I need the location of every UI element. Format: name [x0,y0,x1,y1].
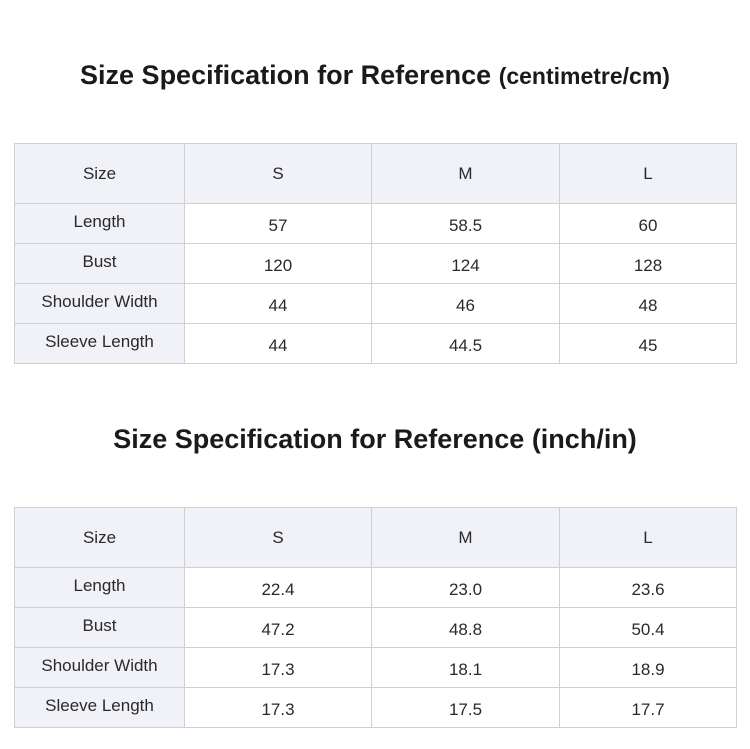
inch-table-title: Size Specification for Reference (inch/in) [113,424,637,454]
table-header-row [15,144,737,204]
cell-l: 23.6 [560,568,737,608]
centimetre-table-title [0,60,750,91]
cell-l: 60 [560,204,737,244]
cell-l: 18.9 [560,648,737,688]
cell-m: 48.8 [372,608,560,648]
cell-l: 17.7 [560,688,737,728]
header-cell-m: M [372,508,560,568]
cell-s: 44 [185,324,372,364]
cell-s: 120 [185,244,372,284]
cell-m: 23.0 [372,568,560,608]
cell-s: 57 [185,204,372,244]
table-row-shoulder-width [15,284,737,324]
table-row-length [15,204,737,244]
cell-m: 17.5 [372,688,560,728]
cell-s: 17.3 [185,648,372,688]
row-label: Shoulder Width [15,284,185,324]
inch-size-table [14,507,737,728]
row-label: Bust [15,608,185,648]
centimetre-title-main: Size Specification for Reference [80,60,492,90]
header-cell-l: L [560,144,737,204]
row-label: Length [15,568,185,608]
row-label: Sleeve Length [15,688,185,728]
table-row-sleeve-length [15,688,737,728]
table-header-row [15,508,737,568]
table-row-shoulder-width [15,648,737,688]
cell-s: 17.3 [185,688,372,728]
header-cell-l: L [560,508,737,568]
cell-l: 50.4 [560,608,737,648]
header-cell-s: S [185,508,372,568]
centimetre-title-unit: (centimetre/cm) [498,63,670,89]
header-cell-size: Size [15,144,185,204]
cell-s: 47.2 [185,608,372,648]
header-cell-s: S [185,144,372,204]
cell-m: 44.5 [372,324,560,364]
row-label: Bust [15,244,185,284]
cell-l: 45 [560,324,737,364]
row-label: Length [15,204,185,244]
header-cell-size: Size [15,508,185,568]
table-row-length [15,568,737,608]
row-label: Sleeve Length [15,324,185,364]
cell-l: 128 [560,244,737,284]
cell-m: 46 [372,284,560,324]
centimetre-size-table [14,143,737,364]
header-cell-m: M [372,144,560,204]
cell-s: 22.4 [185,568,372,608]
cell-s: 44 [185,284,372,324]
table-row-sleeve-length [15,324,737,364]
cell-m: 58.5 [372,204,560,244]
table-row-bust [15,244,737,284]
table-row-bust [15,608,737,648]
cell-l: 48 [560,284,737,324]
row-label: Shoulder Width [15,648,185,688]
cell-m: 124 [372,244,560,284]
cell-m: 18.1 [372,648,560,688]
